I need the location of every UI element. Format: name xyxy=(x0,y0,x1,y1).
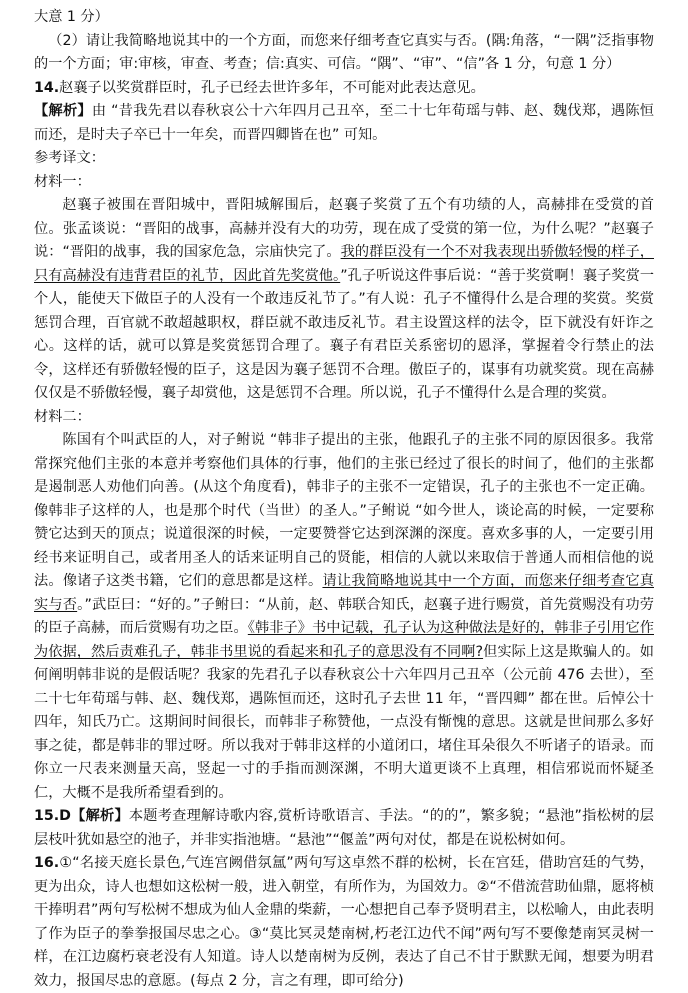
reference-translation-heading: 参考译文： xyxy=(34,150,105,166)
material-two-text-c: 但实际上这是欺骗人的。如何阐明韩非说的是假话呢？我家的先君孔子以春秋哀公十六年四月己丑卒（公元前 476 去世），至二十七年荀瑶与韩、赵、魏伐郑，遇陈恒而还，这时孔子去世 11 年，“晋四卿” 都在世。后悼公十四年，知氏乃亡。这期间时间很长，而韩非子称赞他，一点没有惭愧的意思。这就是世间那么多好事之徒，都是韩非的罪过呀。所以我对于韩非这样的小道闭口，堵住耳朵很久不听诸子的语录。而你立一尺表来测量天高，竖起一寸的手指而测深渊，不明大道更谈不上真理，相信邪说而怀疑圣仁，大概不是我所希望看到的。 xyxy=(34,643,654,801)
question-number: 15.D xyxy=(34,808,71,824)
material-one-heading: 材料一： xyxy=(34,173,91,190)
question-16-answer xyxy=(34,852,654,993)
question-14-analysis xyxy=(34,100,654,147)
question-number: 14. xyxy=(34,79,60,96)
material-two-heading: 材料二： xyxy=(34,408,91,425)
material-two-underlined-1: 请让我简略地说其中一个方面，而您来仔细考查它真实与否 xyxy=(34,573,654,613)
answer-text: ①“名接天庭长景色,气连宫阙借氛氲”两句写这卓然不群的松树，长在宫廷，借助宫廷的气势，更为出众，诗人也想如这松树一般，进入朝堂，有所作为，为国效力。②“不借流营助仙鼎，愿将桢干捧明君”两句写松树不想成为仙人金鼎的柴薪，一心想把自己奉予贤明君主，以松喻人，由此表明了作为臣子的拳拳报国尽忠之心。③“莫比冥灵楚南树,朽老江边代不闻”两句写不要像楚南冥灵树一样，在江边腐朽衰老没有人知道。诗人以楚南树为反例，表达了自己不甘于默默无闻，想要为明君效力，报国尽忠的意愿。(每点 2 分，言之有理，即可给分) xyxy=(34,855,654,989)
material-two-text-a: 陈国有个叫武臣的人，对子鲋说 “韩非子提出的主张，他跟孔子的主张不同的原因很多。我常常探究他们主张的本意并考察他们具体的行事，他们的主张已经过了很长的时间了，他们的主张都是遏制恶人劝他们向善。(从这个角度看)，韩非子的主张不一定错误，孔子的主张也不一定正确。像韩非子这样的人，也是那个时代（当世）的圣人。”子鲋说 “如今世人，谈论高的时候，一定要称赞它达到天的顶点；说道很深的时候，一定要赞誉它达到深渊的深度。喜欢多事的人，一定要引用经书来证明自己，或者用圣人的话来证明自己的贤能，相信的人就以来取信于普通人而相信他的说法。像诸子这类书籍，它们的意思都是这样。 xyxy=(34,432,654,589)
analysis-text: 本题考查理解诗歌内容,赏析诗歌语言、手法。“的的”，繁多貌；“悬池”指松树的层层枝叶犹如悬空的池子，并非实指池塘。“悬池”“偃盖”两句对仗，都是在说松树如何。 xyxy=(34,808,654,848)
answer-text: 赵襄子以奖赏群臣时，孔子已经去世许多年，不可能对此表达意见。 xyxy=(59,79,485,96)
answer-line-1: 大意 1 分） xyxy=(34,9,109,25)
analysis-tag: 【解析】 xyxy=(34,103,92,119)
question-14-answer xyxy=(34,77,654,101)
material-one-underlined: 我的群臣没有一个不对我表现出骄傲轻慢的样子，只有高赫没有违背君臣的礼节，因此首先奖赏他。 xyxy=(34,244,654,284)
material-one-text-a: 赵襄子被围在晋阳城中，晋阳城解围后，赵襄子奖赏了五个有功绩的人，高赫排在受赏的首位。张孟谈说：“晋阳的战事，高赫并没有大的功劳，现在成了受赏的第一位，为什么呢？”赵襄子说：“晋阳的战事，我的国家危急，宗庙快完了。 xyxy=(34,197,654,260)
material-two-underlined-2: 《韩非子》书中记载，孔子认为这种做法是好的，韩非子引用它作为依据，然后责难孔子，韩非书里说的看起来和孔子的意思没有不同啊? xyxy=(34,620,654,660)
material-two-paragraph xyxy=(34,429,654,805)
material-one-text-b: ”孔子听说这件事后说：“善于奖赏啊！襄子奖赏一个人，能使天下做臣子的人没有一个敢违反礼节了。”有人说：孔子不懂得什么是合理的奖赏。奖赏惩罚合理，百官就不敢超越职权，群臣就不敢违反礼节。君主设置这样的法令，臣下就没有奸诈之心。这样的话，就可以算是奖赏惩罚合理了。襄子有君臣关系密切的恩泽，掌握着令行禁止的法令，这样还有骄傲轻慢的臣子，这是因为襄子惩罚不合理。傲臣子的，谋事有功就奖赏。现在高赫仅仅是不骄傲轻慢，襄子却赏他，这是惩罚不合理。所以说，孔子不懂得什么是合理的奖赏。 xyxy=(34,267,655,401)
question-number: 16. xyxy=(34,855,60,871)
question-15-answer xyxy=(34,805,654,852)
answer-translation-2: （2）请让我简略地说其中的一个方面，而您来仔细考查它真实与否。(隅:角落，“一隅”泛指事物的一个方面；审:审核，审查、考查；信:真实、可信。“隅”、“审”、“信”各 1 分，句意 1 分） xyxy=(34,32,654,72)
material-two-text-b: 。”武臣曰：“好的。”子鲋曰：“从前，赵、韩联合知氏，赵襄子进行赐赏，首先赏赐没有功劳的臣子高赫，而后赏赐有功之臣。 xyxy=(34,596,654,636)
material-one-paragraph xyxy=(34,194,654,406)
analysis-text: 由 “昔我先君以春秋哀公十六年四月己丑卒，至二十七年荀瑶与韩、赵、魏伐郑，遇陈恒而还，是时夫子卒已十一年矣，而晋四卿皆在也” 可知。 xyxy=(34,103,654,143)
analysis-tag: 【解析】 xyxy=(70,808,129,824)
